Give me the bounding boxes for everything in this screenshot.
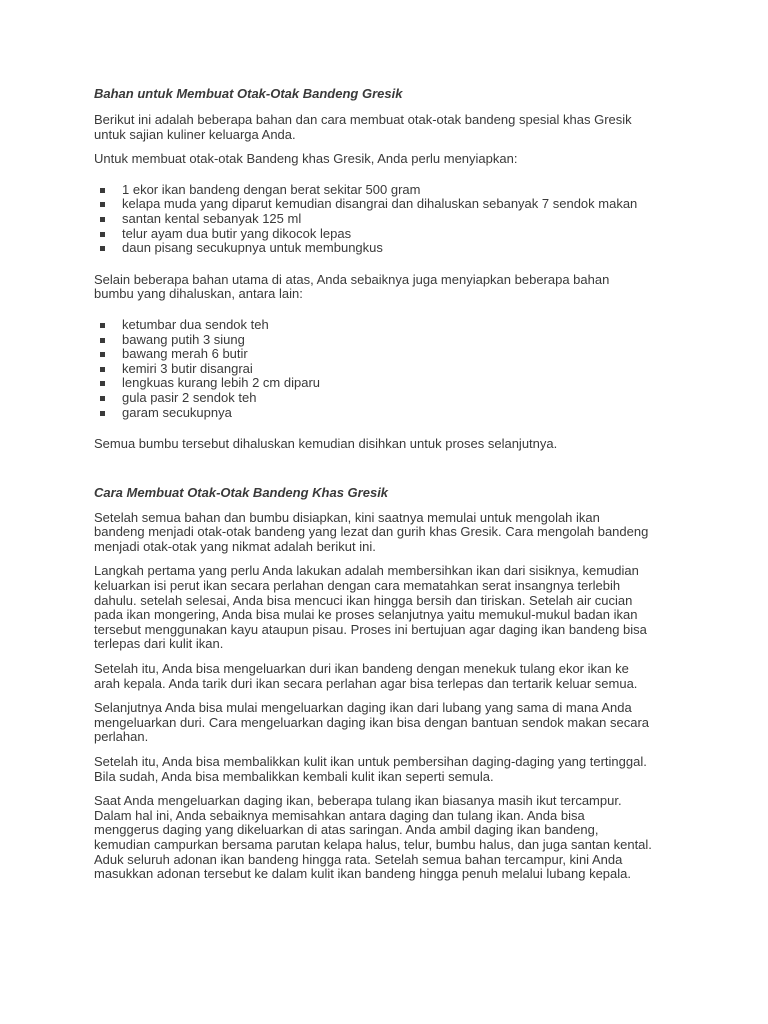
spice-item: gula pasir 2 sendok teh: [94, 391, 684, 406]
ingredient-item: daun pisang secukupnya untuk membungkus: [94, 241, 684, 256]
spice-item: bawang putih 3 siung: [94, 333, 684, 348]
method-paragraph: Saat Anda mengeluarkan daging ikan, beberapa tulang ikan biasanya masih ikut tercampur. Dalam hal ini, Anda sebaiknya memisahkan antara daging dan tulang ikan. Anda bisa menggerus daging yang dikeluarkan di atas saringan. Anda ambil daging ikan bandeng, kemudian campurkan bersama parutan kelapa halus, telur, bumbu halus, dan juga santan kental. Aduk seluruh adonan ikan bandeng hingga rata. Setelah semua bahan tercampur, kini Anda masukkan adonan tersebut ke dalam kulit ikan bandeng hingga penuh melalui lubang kepala.: [94, 793, 652, 882]
spice-item: ketumbar dua sendok teh: [94, 318, 684, 333]
ingredient-item: telur ayam dua butir yang dikocok lepas: [94, 227, 684, 242]
ingredient-item: kelapa muda yang diparut kemudian disangrai dan dihaluskan sebanyak 7 sendok makan: [94, 197, 684, 212]
bullet-icon: [100, 338, 105, 343]
method-paragraph: Setelah itu, Anda bisa membalikkan kulit ikan untuk pembersihan daging-daging yang tertinggal. Bila sudah, Anda bisa membalikkan kembali kulit ikan seperti semula.: [94, 754, 647, 784]
bullet-icon: [100, 411, 105, 416]
spice-item: kemiri 3 butir disangrai: [94, 362, 684, 377]
bullet-icon: [100, 202, 105, 207]
ingredient-list: [94, 183, 684, 256]
method-paragraph: Setelah itu, Anda bisa mengeluarkan duri ikan bandeng dengan menekuk tulang ekor ikan ke arah kepala. Anda tarik duri ikan secara perlahan agar bisa terlepas dan tertarik keluar semua.: [94, 661, 638, 691]
bullet-icon: [100, 381, 105, 386]
document-page: [94, 86, 684, 882]
method-paragraph: Selanjutnya Anda bisa mulai mengeluarkan daging ikan dari lubang yang sama di mana Anda mengeluarkan duri. Cara mengeluarkan daging ikan bisa dengan bantuan sendok makan secara perlahan.: [94, 700, 650, 745]
spice-item: garam secukupnya: [94, 406, 684, 421]
bullet-icon: [100, 323, 105, 328]
bullet-icon: [100, 246, 105, 251]
bullet-icon: [100, 396, 105, 401]
bullet-icon: [100, 232, 105, 237]
ingredient-item: 1 ekor ikan bandeng dengan berat sekitar 500 gram: [94, 183, 684, 198]
bullet-icon: [100, 188, 105, 193]
method-paragraph: Setelah semua bahan dan bumbu disiapkan, kini saatnya memulai untuk mengolah ikan bandeng menjadi otak-otak bandeng yang lezat dan gurih khas Gresik. Cara mengolah bandeng menjadi otak-otak yang nikmat adalah berikut ini.: [94, 509, 649, 554]
spice-outro-paragraph: Semua bumbu tersebut dihaluskan kemudian disihkan untuk proses selanjutnya.: [94, 436, 558, 452]
bullet-icon: [100, 367, 105, 372]
bullet-icon: [100, 217, 105, 222]
spice-item: bawang merah 6 butir: [94, 347, 684, 362]
spice-list: [94, 318, 684, 420]
bullet-icon: [100, 352, 105, 357]
intro-paragraph: Berikut ini adalah beberapa bahan dan cara membuat otak-otak bandeng spesial khas Gresik untuk sajian kuliner keluarga Anda.: [94, 112, 632, 142]
prep-paragraph: Untuk membuat otak-otak Bandeng khas Gresik, Anda perlu menyiapkan:: [94, 151, 518, 167]
section-heading-ingredients: Bahan untuk Membuat Otak-Otak Bandeng Gresik: [94, 86, 403, 101]
method-paragraph: Langkah pertama yang perlu Anda lakukan adalah membersihkan ikan dari sisiknya, kemudian keluarkan isi perut ikan secara perlahan dengan cara mematahkan serat insangnya terlebih dahulu. setelah selesai, Anda bisa mencuci ikan hingga bersih dan tiriskan. Setelah air cucian pada ikan mongering, Anda bisa mulai ke proses selanjutnya yaitu memukul-mukul badan ikan tersebut menggunakan kayu ataupun pisau. Proses ini bertujuan agar daging ikan bandeng bisa terlepas dari kulit ikan.: [94, 563, 647, 652]
spice-intro-paragraph: Selain beberapa bahan utama di atas, Anda sebaiknya juga menyiapkan beberapa bahan bumbu yang dihaluskan, antara lain:: [94, 271, 610, 302]
spice-item: lengkuas kurang lebih 2 cm diparu: [94, 376, 684, 391]
ingredient-item: santan kental sebanyak 125 ml: [94, 212, 684, 227]
section-heading-method: Cara Membuat Otak-Otak Bandeng Khas Gresik: [94, 484, 389, 500]
